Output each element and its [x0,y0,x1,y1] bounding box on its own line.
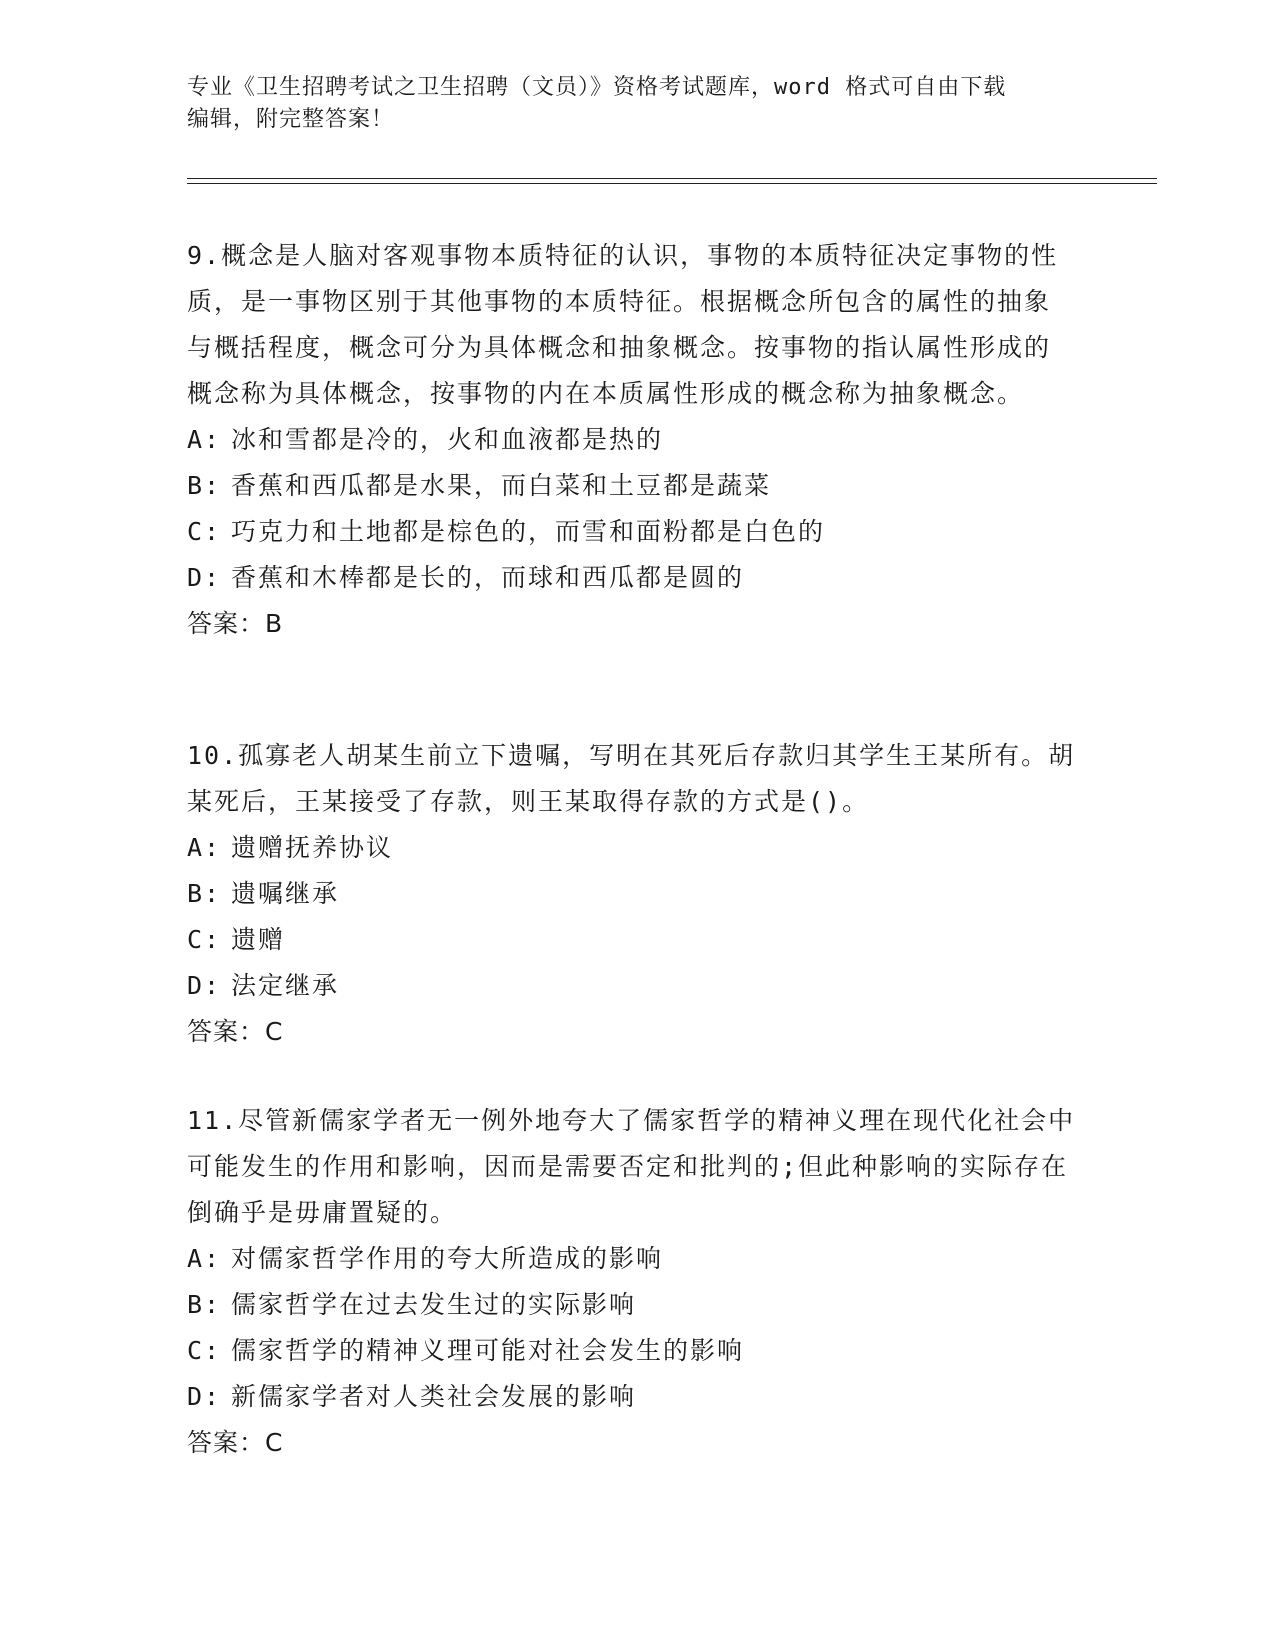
option-key: D: [187,563,222,592]
header-line-1: 专业《卫生招聘考试之卫生招聘（文员）》资格考试题库，word 格式可自由下载 [187,75,1007,100]
option-c [187,917,1077,963]
answer: 答案：C [187,1428,284,1457]
option-b [187,871,1077,917]
option-d [187,1374,1077,1420]
document-header [187,72,1067,136]
option-key: D: [187,1382,222,1411]
option-c [187,509,1077,555]
question-9 [187,233,1077,647]
option-text: 冰和雪都是冷的，火和血液都是热的 [231,425,664,454]
question-stem: 11.尽管新儒家学者无一例外地夸大了儒家哲学的精神义理在现代化社会中可能发生的作用和影响，因而是需要否定和批判的;但此种影响的实际存在倒确乎是毋庸置疑的。 [187,1106,1076,1227]
question-10 [187,733,1077,1055]
option-key: B: [187,1290,222,1319]
header-divider-top [187,178,1157,179]
option-a [187,417,1077,463]
option-key: D: [187,971,222,1000]
option-text: 法定继承 [231,971,340,1000]
option-text: 遗赠 [231,925,286,954]
option-key: C: [187,517,222,546]
header-line-2: 编辑，附完整答案！ [187,107,395,132]
option-key: C: [187,925,222,954]
option-text: 巧克力和土地都是棕色的，而雪和面粉都是白色的 [231,517,826,546]
option-text: 对儒家哲学作用的夸大所造成的影响 [231,1244,664,1273]
option-key: B: [187,879,222,908]
option-a [187,825,1077,871]
option-key: C: [187,1336,222,1365]
option-key: A: [187,833,222,862]
option-key: A: [187,1244,222,1273]
option-b [187,463,1077,509]
option-text: 遗赠抚养协议 [231,833,394,862]
option-a [187,1236,1077,1282]
answer: 答案：B [187,609,284,638]
option-d [187,963,1077,1009]
header-divider-bottom [187,183,1157,184]
option-text: 新儒家学者对人类社会发展的影响 [231,1382,637,1411]
option-key: A: [187,425,222,454]
question-stem: 10.孤寡老人胡某生前立下遗嘱，写明在其死后存款归其学生王某所有。胡某死后，王某接受了存款，则王某取得存款的方式是()。 [187,741,1076,816]
option-text: 香蕉和西瓜都是水果，而白菜和土豆都是蔬菜 [231,471,772,500]
option-d [187,555,1077,601]
answer: 答案：C [187,1017,284,1046]
option-text: 遗嘱继承 [231,879,340,908]
option-text: 香蕉和木棒都是长的，而球和西瓜都是圆的 [231,563,745,592]
option-key: B: [187,471,222,500]
option-text: 儒家哲学在过去发生过的实际影响 [231,1290,637,1319]
question-11 [187,1098,1077,1466]
option-text: 儒家哲学的精神义理可能对社会发生的影响 [231,1336,745,1365]
option-c [187,1328,1077,1374]
option-b [187,1282,1077,1328]
question-stem: 9.概念是人脑对客观事物本质特征的认识，事物的本质特征决定事物的性质，是一事物区别于其他事物的本质特征。根据概念所包含的属性的抽象与概括程度，概念可分为具体概念和抽象概念。按事物的指认属性形成的概念称为具体概念，按事物的内在本质属性形成的概念称为抽象概念。 [187,241,1059,408]
